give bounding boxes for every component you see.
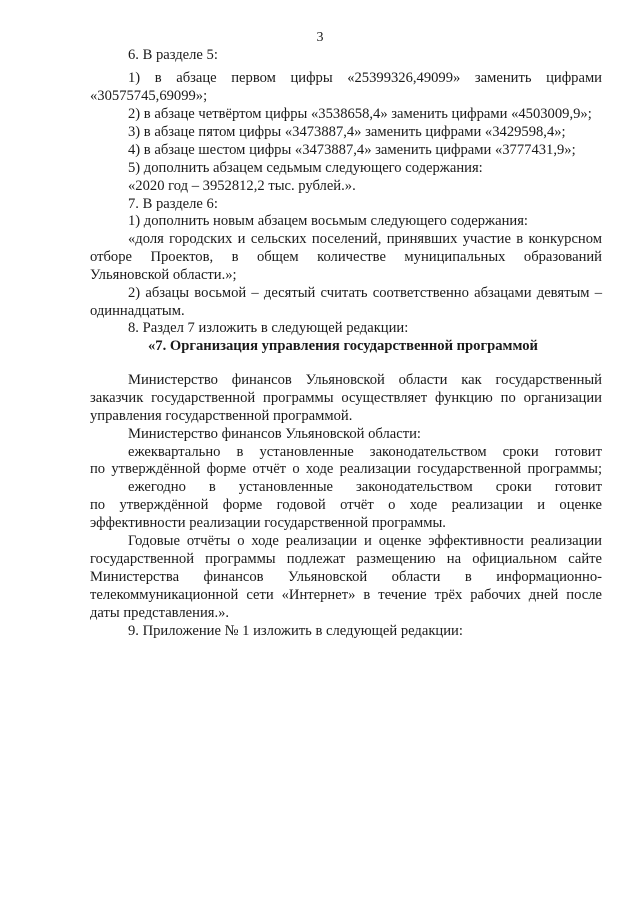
text-line: 2) абзацы восьмой – десятый считать соответственно абзацами девятым –: [128, 285, 602, 301]
text-line: «30575745,69099»;: [90, 88, 208, 104]
text-line: 9. Приложение № 1 изложить в следующей редакции:: [128, 623, 463, 639]
text-line: эффективности реализации государственной программы.: [90, 515, 446, 531]
text-line: даты представления.».: [90, 605, 230, 621]
page-number: 3: [316, 30, 324, 45]
text-line: «2020 год – 3952812,2 тыс. рублей.».: [128, 178, 356, 194]
text-line: управления государственной программой.: [90, 408, 353, 424]
text-line: Министерство финансов Ульяновской области:: [128, 426, 421, 442]
text-line: по утверждённой форме годовой отчёт о ходе реализации и оценке: [90, 497, 602, 513]
text-line: телекоммуникационной сети «Интернет» в течение трёх рабочих дней после: [90, 587, 602, 603]
text-line: 8. Раздел 7 изложить в следующей редакции:: [128, 320, 409, 336]
text-line: Министерство финансов Ульяновской области как государственный: [128, 372, 602, 388]
text-line: 7. В разделе 6:: [128, 196, 218, 212]
text-line: 1) дополнить новым абзацем восьмым следующего содержания:: [128, 213, 528, 229]
text-line: по утверждённой форме отчёт о ходе реализации государственной программы;: [90, 461, 602, 477]
text-line: 3) в абзаце пятом цифры «3473887,4» заменить цифрами «3429598,4»;: [128, 124, 566, 140]
text-line: 6. В разделе 5:: [128, 47, 218, 63]
text-line: одиннадцатым.: [90, 303, 185, 319]
section-heading: «7. Организация управления государственной программой: [148, 338, 538, 354]
text-line: отборе Проектов, в общем количестве муниципальных образований: [90, 249, 602, 265]
text-line: 5) дополнить абзацем седьмым следующего содержания:: [128, 160, 483, 176]
text-line: Министерства финансов Ульяновской области в информационно-: [90, 569, 602, 585]
text-line: заказчик государственной программы осуществляет функцию по организации: [90, 390, 602, 406]
text-line: 1) в абзаце первом цифры «25399326,49099» заменить цифрами: [128, 70, 602, 86]
text-line: Годовые отчёты о ходе реализации и оценке эффективности реализации: [128, 533, 602, 549]
text-line: ежеквартально в установленные законодательством сроки готовит: [128, 444, 602, 460]
text-line: ежегодно в установленные законодательством сроки готовит: [128, 479, 602, 495]
text-line: государственной программы подлежат размещению на официальном сайте: [90, 551, 602, 567]
text-line: «доля городских и сельских поселений, принявших участие в конкурсном: [128, 231, 602, 247]
text-line: Ульяновской области.»;: [90, 267, 237, 283]
text-line: 2) в абзаце четвёртом цифры «3538658,4» заменить цифрами «4503009,9»;: [128, 106, 592, 122]
text-line: 4) в абзаце шестом цифры «3473887,4» заменить цифрами «3777431,9»;: [128, 142, 576, 158]
